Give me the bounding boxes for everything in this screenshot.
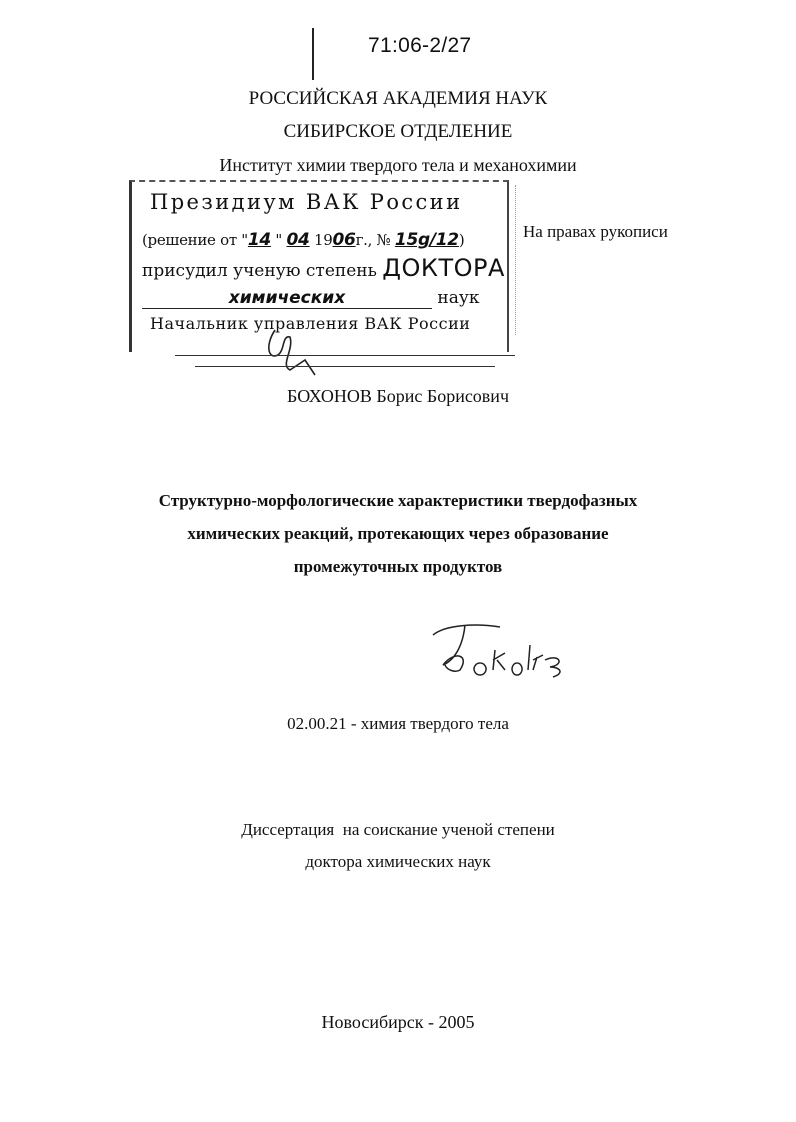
field-suffix: наук bbox=[437, 288, 480, 308]
degree: ДОКТОРА bbox=[382, 254, 505, 282]
author-signature-icon bbox=[425, 615, 585, 685]
dissertation-purpose bbox=[0, 814, 796, 878]
stamp-field bbox=[142, 288, 480, 309]
margin-line bbox=[312, 28, 314, 80]
decision-month: 04 bbox=[286, 230, 310, 250]
purpose-line: Диссертация на соискание ученой степени bbox=[241, 820, 555, 839]
year-suffix: г., № bbox=[355, 231, 391, 249]
stamp-awarded bbox=[142, 254, 505, 282]
branch-name: СИБИРСКОЕ ОТДЕЛЕНИЕ bbox=[283, 121, 513, 142]
decision-number: 15g/12 bbox=[394, 230, 459, 250]
signature-lines bbox=[175, 355, 515, 377]
city-year: Новосибирск - 2005 bbox=[321, 1012, 475, 1032]
manuscript-note: На правах рукописи bbox=[523, 222, 668, 241]
specialty-code: 02.00.21 - химия твердого тела bbox=[287, 714, 509, 733]
academy-name: РОССИЙСКАЯ АКАДЕМИЯ НАУК bbox=[248, 88, 548, 109]
dissertation-title bbox=[0, 484, 796, 583]
stamp-title: Президиум ВАК России bbox=[150, 190, 463, 214]
catalog-code: 71:06-2/27 bbox=[368, 34, 472, 57]
institute-name: Институт химии твердого тела и механохимии bbox=[219, 155, 577, 175]
author-name: БОХОНОВ Борис Борисович bbox=[287, 386, 509, 406]
quote: " bbox=[275, 231, 283, 249]
purpose-line: доктора химических наук bbox=[305, 852, 491, 871]
decision-prefix: (решение от " bbox=[142, 231, 248, 249]
field-handwritten: химических bbox=[228, 288, 346, 308]
stamp-signatory: Начальник управления ВАК России bbox=[150, 314, 471, 333]
stamp-decision bbox=[142, 230, 464, 250]
title-line: химических реакций, протекающих через образование bbox=[187, 524, 609, 543]
awarded-prefix: присудил ученую степень bbox=[142, 261, 377, 281]
title-line: Структурно-морфологические характеристики твердофазных bbox=[158, 491, 638, 510]
decision-year: 06 bbox=[332, 230, 356, 250]
closing-paren: ) bbox=[458, 231, 465, 249]
year-prefix: 19 bbox=[314, 231, 333, 249]
stamp-edge-dots bbox=[515, 185, 517, 335]
decision-day: 14 bbox=[247, 230, 271, 250]
field-blank bbox=[142, 288, 432, 309]
title-line: промежуточных продуктов bbox=[293, 557, 503, 576]
